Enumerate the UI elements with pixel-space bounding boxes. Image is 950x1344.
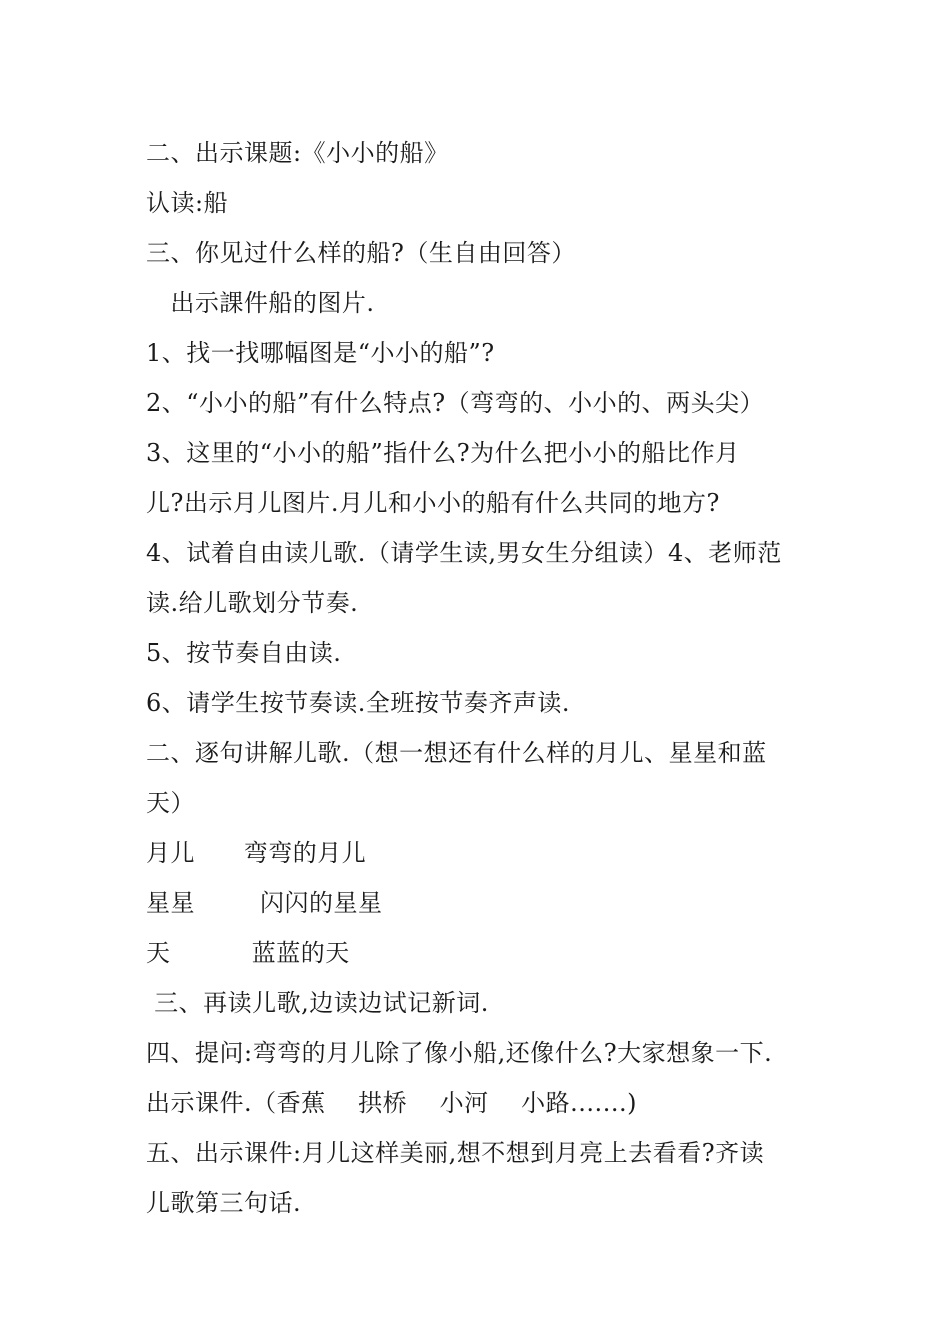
text-line: 五、出示课件:月儿这样美丽,想不想到月亮上去看看?齐读 bbox=[146, 1139, 765, 1167]
text-line: 星星 闪闪的星星 bbox=[146, 889, 383, 917]
text-line: 三、你见过什么样的船?（生自由回答） bbox=[146, 239, 576, 267]
text-line: 月儿 弯弯的月儿 bbox=[146, 839, 367, 867]
text-line: 4、试着自由读儿歌.（请学生读,男女生分组读）4、老师范 bbox=[146, 539, 782, 567]
text-line: 儿?出示月儿图片.月儿和小小的船有什么共同的地方? bbox=[146, 489, 720, 517]
text-line: 二、出示课题:《小小的船》 bbox=[146, 139, 449, 167]
text-line: 出示課件船的图片. bbox=[146, 289, 375, 317]
text-line: 出示课件.（香蕉 拱桥 小河 小路.......) bbox=[146, 1089, 637, 1117]
text-line: 3、这里的“小小的船”指什么?为什么把小小的船比作月 bbox=[146, 439, 740, 467]
text-line: 天） bbox=[146, 789, 195, 817]
text-line: 三、再读儿歌,边读边试记新词. bbox=[146, 989, 489, 1017]
text-line: 四、提问:弯弯的月儿除了像小船,还像什么?大家想象一下. bbox=[146, 1039, 773, 1067]
document-body bbox=[146, 128, 816, 1228]
text-line: 认读:船 bbox=[146, 189, 229, 217]
text-line: 1、找一找哪幅图是“小小的船”? bbox=[146, 339, 495, 367]
text-line: 天 蓝蓝的天 bbox=[146, 939, 350, 967]
text-line: 儿歌第三句话. bbox=[146, 1189, 302, 1217]
text-line: 2、“小小的船”有什么特点?（弯弯的、小小的、两头尖） bbox=[146, 389, 765, 417]
text-line: 二、逐句讲解儿歌.（想一想还有什么样的月儿、星星和蓝 bbox=[146, 739, 767, 767]
text-line: 6、请学生按节奏读.全班按节奏齐声读. bbox=[146, 689, 571, 717]
text-line: 读.给儿歌划分节奏. bbox=[146, 589, 359, 617]
text-line: 5、按节奏自由读. bbox=[146, 639, 342, 667]
